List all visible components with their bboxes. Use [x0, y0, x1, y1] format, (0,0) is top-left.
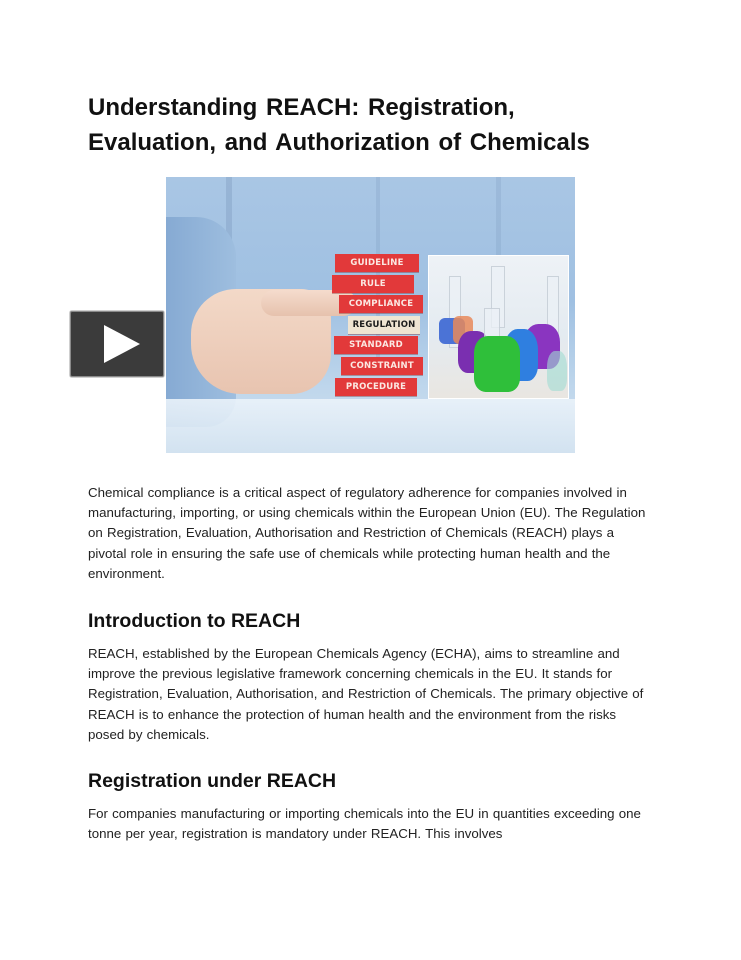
block-guideline: GUIDELINE — [335, 254, 419, 272]
chemical-flasks-photo — [428, 255, 569, 399]
section-body: For companies manufacturing or importing chemicals into the EU in quantities exceeding one tonne per year, registration is mandatory under REACH. This involves — [88, 806, 641, 842]
flask-neck — [484, 308, 500, 338]
play-video-button[interactable] — [69, 310, 165, 378]
block-rule: RULE — [332, 275, 414, 293]
section-heading: Introduction to REACH — [88, 610, 301, 632]
document-title: Understanding REACH: Registration, Evaluation, and Authorization of Chemicals — [88, 94, 590, 156]
block-compliance: COMPLIANCE — [339, 295, 423, 313]
block-standard: STANDARD — [334, 336, 418, 354]
block-regulation: REGULATION — [348, 316, 420, 334]
hero-image — [166, 177, 575, 453]
intro-section — [88, 483, 648, 584]
section-heading: Registration under REACH — [88, 770, 337, 792]
section-body: REACH, established by the European Chemicals Agency (ECHA), aims to streamline and improve the previous legislative framework concerning chemicals in the EU. It stands for Registration, Evaluation, Authorisation, and Restriction of Chemicals. The primary objective of REACH is to enhance the protection of human health and the environment from the risks posed by chemicals. — [88, 646, 644, 742]
block-stack — [332, 254, 432, 398]
green-flask — [474, 336, 520, 392]
intro-paragraph: Chemical compliance is a critical aspect of regulatory adherence for companies involved in manufacturing, importing, or using chemicals within the European Union (EU). The Regulation on Registration, Evaluation, Authorisation and Restriction of Chemicals (REACH) plays a pivotal role in ensuring the safe use of chemicals while protecting human health and the environment. — [88, 485, 646, 581]
table-surface — [166, 399, 575, 453]
section-registration — [88, 768, 648, 844]
section-introduction — [88, 608, 648, 745]
block-procedure: PROCEDURE — [335, 378, 417, 396]
block-constraint: CONSTRAINT — [341, 357, 423, 375]
play-icon — [104, 325, 140, 363]
clear-flask — [547, 351, 567, 391]
